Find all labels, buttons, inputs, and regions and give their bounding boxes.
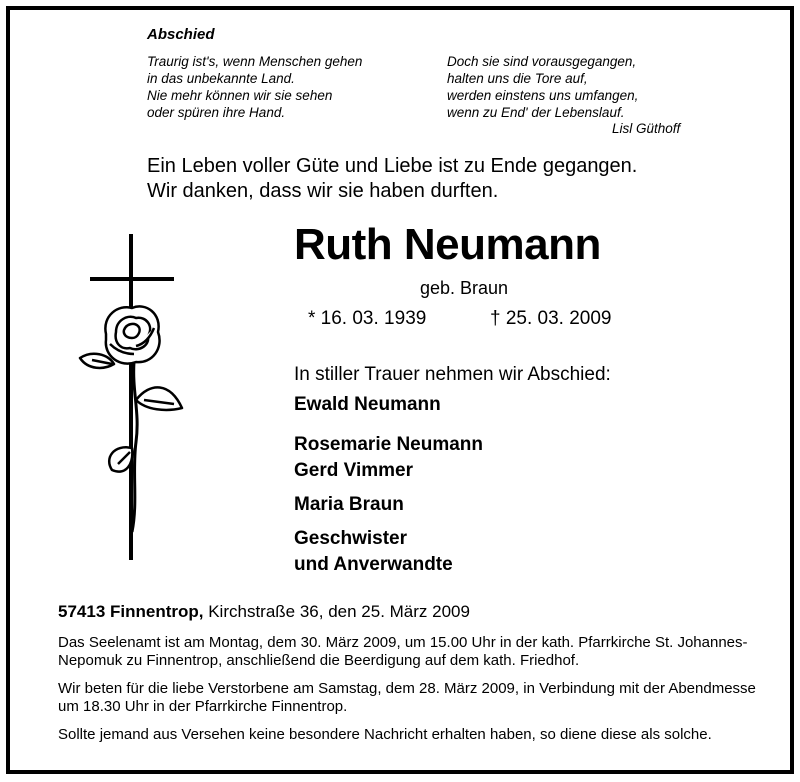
place-name: 57413 Finnentrop, <box>58 602 204 621</box>
poem-author: Lisl Güthoff <box>612 121 681 136</box>
mourner-name: Gerd Vimmer <box>294 460 413 481</box>
poem-line: Doch sie sind vorausgegangen, <box>447 54 637 69</box>
prayer-info-paragraph: Wir beten für die liebe Verstorbene am Samstag, dem 28. März 2009, in Verbindung mit der Abendmesse um 18.30 Uhr in der Pfarrkirche Finnentrop. <box>58 680 756 715</box>
funeral-info-paragraph: Das Seelenamt ist am Montag, dem 30. März 2009, um 15.00 Uhr in der kath. Pfarrkirche St. Johannes-Nepomuk zu Finnentrop, anschließend die Beerdigung auf dem kath. Friedhof. <box>58 634 748 669</box>
mourner-group <box>294 526 453 578</box>
notice-paragraph: Sollte jemand aus Versehen keine besondere Nachricht erhalten haben, so diene diese als solche. <box>58 726 712 743</box>
mourner-group <box>294 432 483 484</box>
poem-title: Abschied <box>147 26 215 43</box>
maiden-name: geb. Braun <box>420 278 509 298</box>
poem-right-stanza <box>447 53 638 121</box>
death-date: † 25. 03. 2009 <box>490 308 612 329</box>
deceased-name: Ruth Neumann <box>294 220 601 269</box>
poem-line: in das unbekannte Land. <box>147 71 295 86</box>
cross-rose-icon <box>66 232 196 562</box>
mourner-name: Maria Braun <box>294 494 404 515</box>
mourner-name: Rosemarie Neumann <box>294 434 484 455</box>
poem-left-stanza <box>147 53 362 121</box>
poem-line: wenn zu End' der Lebenslauf. <box>447 105 625 120</box>
mourner-group <box>294 492 404 518</box>
mourner-group <box>294 392 441 418</box>
poem-line: Nie mehr können wir sie sehen <box>147 88 333 103</box>
poem-line: Traurig ist's, wenn Menschen gehen <box>147 54 363 69</box>
birth-date: * 16. 03. 1939 <box>308 308 427 329</box>
intro-text <box>147 154 637 204</box>
poem-line: oder spüren ihre Hand. <box>147 105 286 120</box>
mourner-name: Geschwister <box>294 528 407 549</box>
poem-line: werden einstens uns umfangen, <box>447 88 639 103</box>
mourner-name: Ewald Neumann <box>294 394 441 415</box>
obituary-frame <box>6 6 794 774</box>
place-date-line <box>58 602 470 622</box>
mourners-intro: In stiller Trauer nehmen wir Abschied: <box>294 364 611 385</box>
intro-line: Wir danken, dass wir sie haben durften. <box>147 180 499 202</box>
mourner-name: und Anverwandte <box>294 554 453 575</box>
place-address-date: Kirchstraße 36, den 25. März 2009 <box>203 602 470 621</box>
intro-line: Ein Leben voller Güte und Liebe ist zu Ende gegangen. <box>147 155 638 177</box>
poem-line: halten uns die Tore auf, <box>447 71 588 86</box>
